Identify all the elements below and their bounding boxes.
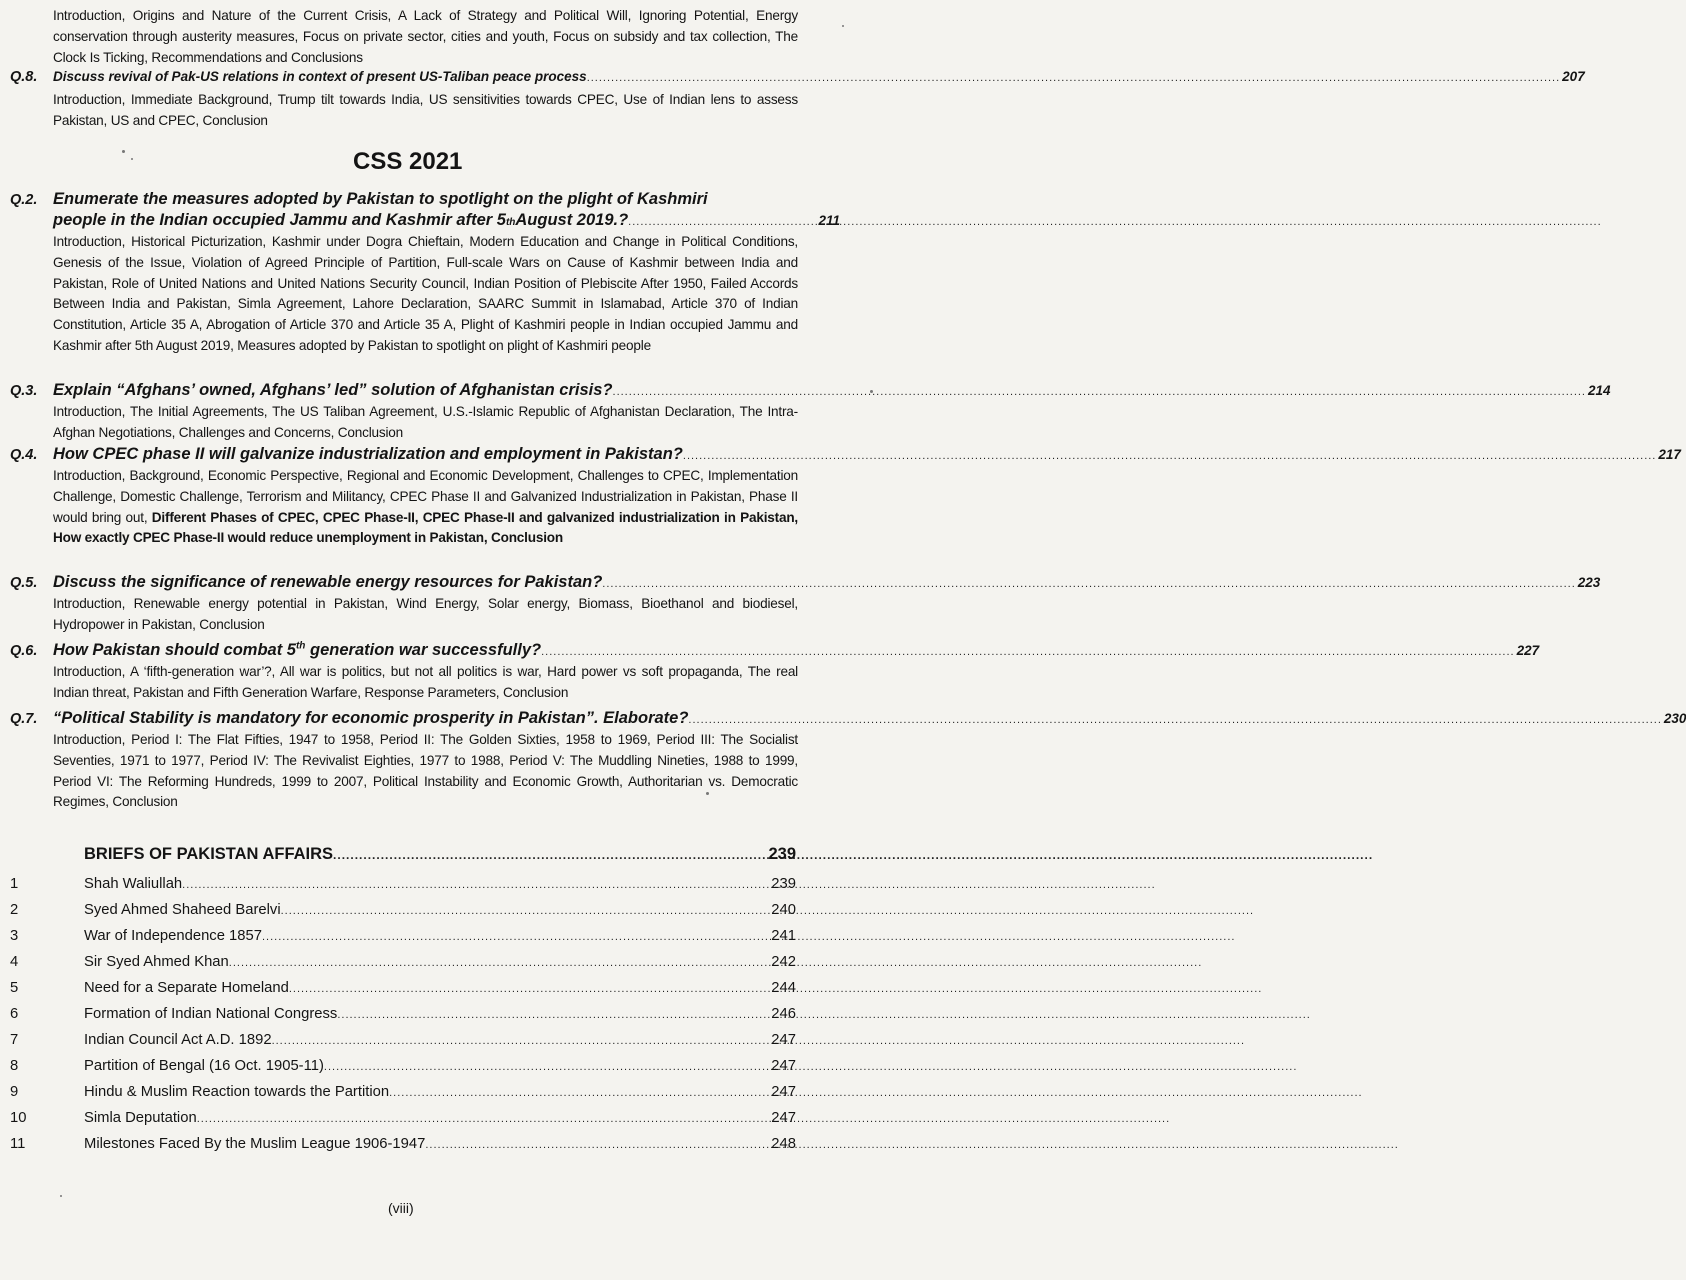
- page-number: 223: [1577, 575, 1601, 590]
- leader-dots: [541, 646, 1514, 658]
- question-title-line1: Enumerate the measures adopted by Pakistan to spotlight on the plight of Kashmiri: [53, 190, 708, 208]
- brief-name: Indian Council Act A.D. 1892: [84, 1032, 272, 1048]
- brief-page: 244: [771, 980, 796, 996]
- leader-dots: [337, 1009, 771, 1021]
- brief-number: 10: [10, 1110, 27, 1126]
- brief-item: [10, 1110, 796, 1135]
- question-title: Discuss the significance of renewable energy resources for Pakistan?: [53, 573, 603, 591]
- leader-dots: [229, 957, 772, 969]
- question-title: Discuss revival of Pak-US relations in context of present US-Taliban peace process: [53, 69, 587, 84]
- page-number: 214: [1588, 383, 1611, 398]
- page-number: 211: [818, 213, 840, 228]
- briefs-page-number: 239: [768, 845, 796, 863]
- question-q4: [10, 445, 1681, 549]
- briefs-title: BRIEFS OF PAKISTAN AFFAIRS: [84, 845, 334, 863]
- leader-dots: [613, 386, 1586, 398]
- question-number: Q.7.: [10, 711, 38, 727]
- brief-number: 2: [10, 902, 19, 918]
- brief-name: Milestones Faced By the Muslim League 1906-1947: [84, 1136, 426, 1152]
- topics-text: Introduction, Immediate Background, Trump tilt towards India, US sensitivities towards CPEC, Use of Indian lens to assess Pakistan, US and CPEC, Conclusion: [53, 92, 798, 128]
- brief-item: [10, 902, 796, 927]
- topics-text: Introduction, The Initial Agreements, The US Taliban Agreement, U.S.-Islamic Republic of Afghanistan Declaration, The Intra-Afghan Negotiations, Challenges and Concerns, Conclusion: [53, 404, 798, 440]
- page-number: 217: [1658, 447, 1681, 462]
- brief-number: 8: [10, 1058, 19, 1074]
- scan-speck: [842, 25, 844, 27]
- section-heading: CSS 2021: [353, 148, 463, 175]
- brief-item: [10, 1058, 796, 1083]
- question-number: Q.2.: [10, 192, 38, 208]
- brief-number: 9: [10, 1084, 19, 1100]
- question-title-a: How Pakistan should combat 5: [53, 641, 296, 659]
- brief-page: 247: [771, 1110, 796, 1126]
- question-number: Q.8.: [10, 69, 38, 85]
- brief-name: Simla Deputation: [84, 1110, 197, 1126]
- leader-dots: [197, 1113, 772, 1125]
- brief-name: Sir Syed Ahmed Khan: [84, 954, 229, 970]
- topics-text: Introduction, Renewable energy potential in Pakistan, Wind Energy, Solar energy, Biomass, Bioethanol and biodiesel, Hydropower in Pakistan, Conclusion: [53, 596, 798, 632]
- topics-text: Introduction, Period I: The Flat Fifties, 1947 to 1958, Period II: The Golden Sixties, 1958 to 1969, Period III: The Socialist Seventies, 1971 to 1977, Period IV: The Revivalist Eighties, 1977 to 1988, Period V: The Muddling Nineties, 1988 to 1999, Period VI: The Reforming Hundreds, 1999 to 2007, Political Instability and Economic Growth, Authoritarian vs. Democratic Regimes, Conclusion: [53, 732, 798, 810]
- ordinal-suffix: th: [295, 640, 306, 652]
- leader-dots: [688, 714, 1661, 726]
- brief-item: [10, 1006, 796, 1031]
- question-q6: [10, 640, 1540, 704]
- brief-page: 239: [771, 876, 796, 892]
- brief-name: Formation of Indian National Congress: [84, 1006, 338, 1022]
- brief-number: 3: [10, 928, 19, 944]
- leader-dots: [389, 1087, 771, 1099]
- question-title: “Political Stability is mandatory for economic prosperity in Pakistan”. Elaborate?: [53, 709, 689, 727]
- leader-dots: [289, 983, 771, 995]
- leader-dots: [324, 1061, 771, 1073]
- scan-speck: [706, 792, 709, 795]
- brief-name: Partition of Bengal (16 Oct. 1905-11): [84, 1058, 324, 1074]
- question-q5: [10, 573, 1601, 636]
- brief-item: [10, 1136, 796, 1161]
- brief-name: War of Independence 1857: [84, 928, 262, 944]
- scan-speck: [122, 150, 125, 153]
- brief-item: [10, 1032, 796, 1057]
- brief-number: 1: [10, 876, 19, 892]
- topics-bold: Different Phases of CPEC, CPEC Phase-II, CPEC Phase-II and galvanized industrialization in Pakistan, How exactly CPEC Phase-II would reduce unemployment in Pakistan, Conclusion: [53, 509, 798, 546]
- brief-page: 246: [771, 1006, 796, 1022]
- brief-number: 7: [10, 1032, 19, 1048]
- topics-text: Introduction, Historical Picturization, Kashmir under Dogra Chieftain, Modern Education and Change in Political Conditions, Genesis of the Issue, Violation of Agreed Principle of Partition, Full-scale Wars on Cause of Kashmir between India and Pakistan, Role of United Nations and United Nations Security Council, Indian Position of Plebiscite After 1950, Failed Accords Between India and Pakistan, Simla Agreement, Lahore Declaration, SAARC Summit in Islamabad, Article 370 of Indian Constitution, Article 35 A, Abrogation of Article 370 and Article 35 A, Plight of Kashmiri people in Indian occupied Jammu and Kashmir after 5th August 2019, Measures adopted by Pakistan to spotlight on plight of Kashmiri people: [53, 234, 798, 353]
- leader-dots: [602, 578, 1575, 590]
- question-number: Q.3.: [10, 383, 38, 399]
- leader-dots: [281, 905, 772, 917]
- brief-name: Shah Waliullah: [84, 876, 183, 892]
- brief-number: 6: [10, 1006, 19, 1022]
- brief-page: 242: [771, 954, 796, 970]
- topics-text: [53, 466, 798, 549]
- leader-dots: [425, 1139, 771, 1151]
- question-number: Q.4.: [10, 447, 38, 463]
- page-number: 230: [1663, 711, 1686, 726]
- scan-speck: [870, 390, 873, 393]
- leader-dots: [628, 216, 816, 228]
- brief-page: 248: [771, 1136, 796, 1152]
- top-topics-block: [10, 6, 840, 68]
- leader-dots: [272, 1035, 772, 1047]
- question-q8: [10, 69, 1585, 132]
- brief-item: [10, 980, 796, 1005]
- page-number: 207: [1562, 69, 1585, 84]
- brief-name: Syed Ahmed Shaheed Barelvi: [84, 902, 281, 918]
- brief-page: 241: [771, 928, 796, 944]
- brief-page: 247: [771, 1084, 796, 1100]
- brief-item: [10, 1084, 796, 1109]
- footer-page-number: (viii): [388, 1200, 414, 1216]
- brief-number: 5: [10, 980, 19, 996]
- question-title: How CPEC phase II will galvanize industrialization and employment in Pakistan?: [53, 445, 683, 463]
- leader-dots: [587, 72, 1560, 84]
- brief-page: 240: [771, 902, 796, 918]
- question-title-line2-a: people in the Indian occupied Jammu and Kashmir after 5: [53, 211, 506, 229]
- question-number: Q.6.: [10, 643, 38, 659]
- question-q7: [10, 709, 1686, 813]
- brief-number: 4: [10, 954, 19, 970]
- question-title-line2-b: August 2019.?: [515, 211, 629, 229]
- brief-item: [10, 876, 796, 901]
- scan-speck: [131, 158, 133, 160]
- question-title-b: generation war successfully?: [305, 641, 542, 659]
- brief-number: 11: [10, 1136, 26, 1152]
- leader-dots: [262, 931, 771, 943]
- question-title: [53, 641, 541, 660]
- brief-item: [10, 928, 796, 953]
- topics-text: Introduction, A ‘fifth-generation war’?, All war is politics, but not all politics is war, Hard power vs soft propaganda, The real Indian threat, Pakistan and Fifth Generation Warfare, Response Parameters, Conclusion: [53, 664, 798, 700]
- question-title: Explain “Afghans’ owned, Afghans’ led” solution of Afghanistan crisis?: [53, 381, 613, 399]
- question-number: Q.5.: [10, 575, 38, 591]
- question-q2: Q.2. Enumerate the measures adopted by Pakistan to spotlight on the plight of Kashmiri people in the Indian occupied Jammu and Kashmir after 5 th August 2019.? ..... 211 Introduction, Historical Picturization, Kashmir under Dogra Chieftain, Modern Education and Change in Political Conditions, Genesis of the Issue, Violation of Agreed Principle of Partition, Full-scale Wars on Cause of Kashmir between India and Pakistan, Role of United Nations and United Nations Security Council, Indian Position of Plebiscite After 1950, Failed Accords Between India and Pakistan, Simla Agreement, Lahore Declaration, SAARC Summit in Islamabad, Article 370 of Indian Constitution, Article 35 A, Abrogation of Article 370 and Article 35 A, Plight of Kashmiri people in Indian occupied Jammu and Kashmir after 5th August 2019, Measures adopted by Pakistan to spotlight on plight of Kashmiri people: [10, 190, 840, 357]
- topics-text: Introduction, Origins and Nature of the Current Crisis, A Lack of Strategy and Political Will, Ignoring Potential, Energy conservation through austerity measures, Focus on private sector, cities and youth, Focus on subsidy and tax collection, The Clock Is Ticking, Recommendations and Conclusions: [53, 8, 798, 65]
- leader-dots: [182, 879, 771, 891]
- leader-dots: [683, 450, 1656, 462]
- leader-dots: [333, 848, 768, 862]
- page-number: 227: [1516, 643, 1540, 658]
- brief-name: Need for a Separate Homeland: [84, 980, 289, 996]
- brief-page: 247: [771, 1032, 796, 1048]
- brief-name: Hindu & Muslim Reaction towards the Partition: [84, 1084, 390, 1100]
- briefs-heading: [84, 845, 796, 864]
- topics-regular: Introduction, Background, Economic Perspective, Regional and Economic Development, Challenges to CPEC, Implementation Challenge, Domestic Challenge, Terrorism and Militancy, CPEC Phase II and Galvanized Industrialization in Pakistan, Phase II would bring out,: [53, 468, 798, 525]
- brief-item: [10, 954, 796, 979]
- scan-speck: [60, 1195, 62, 1197]
- question-q3: [10, 381, 1611, 444]
- brief-page: 247: [771, 1058, 796, 1074]
